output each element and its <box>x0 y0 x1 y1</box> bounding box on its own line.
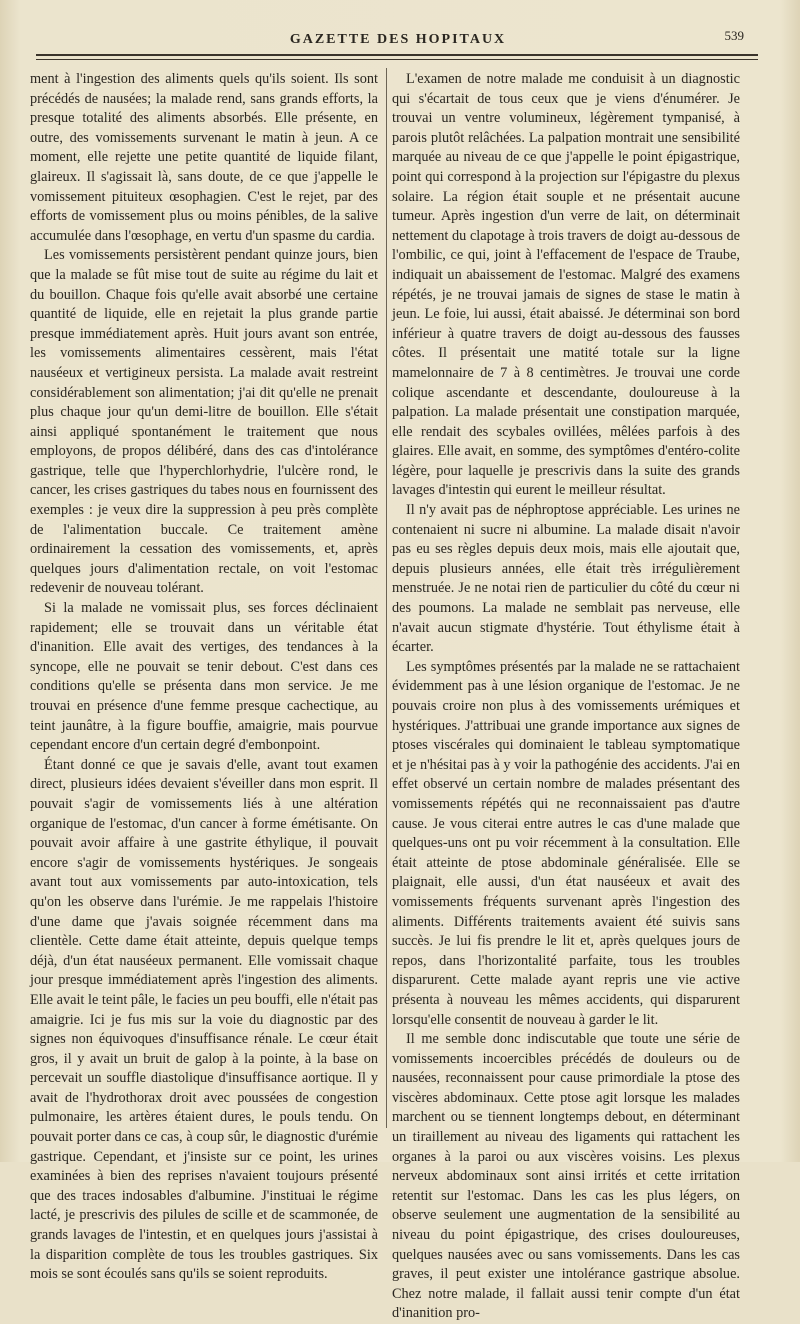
paragraph: ment à l'ingestion des aliments quels qu'ils soient. Ils sont précédés de nausées; la malade rend, sans grands efforts, la presque totalité des aliments absorbés. Elle présente, en outre, des vomissements survenant le matin à jeun. A ce moment, elle rejette une petite quantité de liquide filant, glaireux. Il s'agissait là, sans doute, de ce que j'appelle le vomissement pituiteux œsophagien. C'est le rejet, par des efforts de vomissement plus ou moins pénibles, de la salive accumulée dans l'œsophage, en vertu d'un spasme du cardia. <box>30 71 378 244</box>
paragraph: Si la malade ne vomissait plus, ses forces déclinaient rapidement; elle se trouvait dans un véritable état d'inanition. Elle avait des vertiges, des tendances à la syncope, elle ne pouvait se tenir debout. C'est dans ces conditions qu'elle se présenta dans mon service. Je me trouvai en présence d'une femme presque cachectique, au teint jaunâtre, à la figure bouffie, amaigrie, mais pourvue cependant encore d'un certain degré d'embonpoint. <box>30 600 378 754</box>
paragraph: Il me semble donc indiscutable que toute une série de vomissements incoercibles précédés de douleurs ou de nausées, reconnaissent pour cause primordiale la ptose des viscères abdominaux. Cette ptose agit lorsque les malades marchent ou se tiennent longtemps debout, en déterminant un tiraillement au niveau des ligaments qui rattachent les organes à la paroi ou aux viscères voisins. Les plexus nerveux abdominaux sont ainsi irrités et cette irritation retentit sur l'estomac. Dans les cas les plus légers, on observe seulement une augmentation de la sensibilité au niveau du point épigastrique, des crises douloureuses, quelques nausées avec ou sans vomissements. Dans les cas graves, il peut exister une intolérance gastrique absolue. Chez notre malade, il fallait aussi tenir compte d'un état d'inanition pro- <box>392 1031 740 1322</box>
paragraph: L'examen de notre malade me conduisit à un diagnostic qui s'écartait de tous ceux que je viens d'énumérer. Je trouvai un ventre volumineux, légèrement tympanisé, à parois plutôt relâchées. La palpation montrait une sensibilité marquée au niveau de ce que j'appelle le point épigastrique, point qui correspond à la projection sur l'épigastre du plexus solaire. La région était souple et ne présentait aucune tumeur. Après ingestion d'un verre de lait, on déterminait nettement du clapotage à trois travers de doigt au-dessous de l'ombilic, ce qui, joint à l'effacement de l'espace de Traube, indiquait un abaissement de l'estomac. Malgré des examens répétés, je ne trouvai jamais de signes de stase le matin à jeun. Le foie, lui aussi, était abaissé. Je déterminai son bord inférieur à quatre travers de doigt au-dessous des fausses côtes. Il présentait une matité totale sur la ligne mamelonnaire de 7 à 8 centimètres. Je trouvai une corde colique ascendante et descendante, douloureuse à la palpation. La malade présentait une constipation marquée, elle rendait des scybales ovillées, mêlées parfois à des glaires. Elle avait, en somme, des symptômes d'entéro-colite légère, pour laquelle je prescrivis dans la suite des grands lavages d'intestin qui eurent le meilleur résultat. <box>392 71 740 499</box>
paragraph: Étant donné ce que je savais d'elle, avant tout examen direct, plusieurs idées devaient s'éveiller dans mon esprit. Il pouvait s'agir de vomissements liés à une altération organique de l'estomac, d'un cancer à forme émétisante. On pouvait avoir affaire à une gastrite éthylique, il pouvait encore s'agir de vomissements hystériques. Je songeais avant tout aux vomissements par auto-intoxication, tels qu'on les observe dans l'urémie. Je me rappelais l'histoire d'une dame que j'avais soignée récemment dans ma clientèle. Cette dame était atteinte, depuis quelque temps déjà, d'un état nauséeux permanent. Elle vomissait chaque jour presque immédiatement après l'ingestion des aliments. Elle avait le teint pâle, le facies un peu bouffi, elle n'était pas amaigrie. Ici je fus mis sur la voie du diagnostic par des signes non équivoques d'insuffisance rénale. Le cœur était gros, il y avait un bruit de galop à la pointe, à la base on percevait un souffle diastolique d'insuffisance aortique. Il y avait de l'hydrothorax droit avec poussées de congestion pulmonaire, les artères étaient dures, le pouls tendu. On pouvait porter dans ce cas, à coup sûr, le diagnostic d'urémie gastrique. Cependant, et j'insiste sur ce point, les urines examinées à bien des reprises n'avaient toujours présenté que des traces indosables d'albumine. J'instituai le régime lacté, je prescrivis des pilules de scille et de scammonée, de grands lavages de l'intestin, et en quelques jours j'assistai à la disparition complète de tous les troubles gastriques. Six mois se sont écoulés sans qu'ils se soient reproduits. <box>30 756 378 1283</box>
page-number: 539 <box>724 28 744 43</box>
header-rule-thin <box>36 59 758 60</box>
header-rule <box>36 54 758 56</box>
page-header <box>38 30 758 52</box>
paragraph: Il n'y avait pas de néphroptose appréciable. Les urines ne contenaient ni sucre ni albumine. La malade disait n'avoir pas eu ses règles depuis deux mois, mais elle ajoutait que, depuis plusieurs années, elle était très irrégulièrement menstruée. Je ne notai rien de particulier du côté du cœur ni des poumons. La malade ne semblait pas nerveuse, elle n'avait aucun stigmate d'hystérie. Tout éthylisme était à écarter. <box>392 502 740 656</box>
left-column <box>30 70 378 1283</box>
paragraph: Les vomissements persistèrent pendant quinze jours, bien que la malade se fût mise tout de suite au régime du lait et du bouillon. Chaque fois qu'elle avait absorbé une certaine quantité de liquide, elle en rejetait la plus grande partie presque immédiatement après. Huit jours avant son entrée, les vomissements alimentaires cessèrent, mais l'état nauséeux et vertigineux persista. La malade avait restreint considérablement son alimentation; j'ai dit qu'elle ne prenait plus chaque jour qu'un demi-litre de bouillon. Elle s'était ainsi appliqué spontanément le traitement que nous employons, de propos délibéré, dans des cas d'intolérance gastrique, telle que l'hyperchlorhydrie, l'ulcère rond, le cancer, les crises gastriques du tabes nous en fournissent des exemples : je veux dire la suppression à peu près complète de l'alimentation buccale. Ce traitement amène ordinairement la cessation des vomissements, et, après quelques jours d'alimentation rectale, on voit l'estomac redevenir de nouveau tolérant. <box>30 247 378 597</box>
paragraph: Les symptômes présentés par la malade ne se rattachaient évidemment pas à une lésion organique de l'estomac. Je ne pouvais croire non plus à des vomissements urémiques et hystériques. J'attribuai une grande importance aux signes de ptoses viscérales qui dominaient le tableau symptomatique et je n'hésitai pas à y voir la pathogénie des accidents. J'ai en effet observé un certain nombre de malades présentant des vomissements répétés qui ne reconnaissaient pas d'autre cause. Je vous citerai entre autres le cas d'une malade que quelques-uns ont pu voir récemment à la consultation. Elle était atteinte de ptose abdominale généralisée. Elle se plaignait, elle aussi, d'un état nauséeux et avait des vomissements fréquents survenant après l'ingestion des aliments. Différents traitements avaient été suivis sans succès. Je lui fis prendre le lit et, après quelques jours de repos, dans l'horizontalité parfaite, tous les troubles disparurent. Cette malade ayant repris une vie active présenta à nouveau les mêmes accidents, qui disparurent lorsqu'elle consentit de nouveau à garder le lit. <box>392 658 740 1028</box>
column-divider <box>386 68 387 1128</box>
running-title: GAZETTE DES HOPITAUX <box>289 32 507 47</box>
right-column <box>392 70 740 1322</box>
